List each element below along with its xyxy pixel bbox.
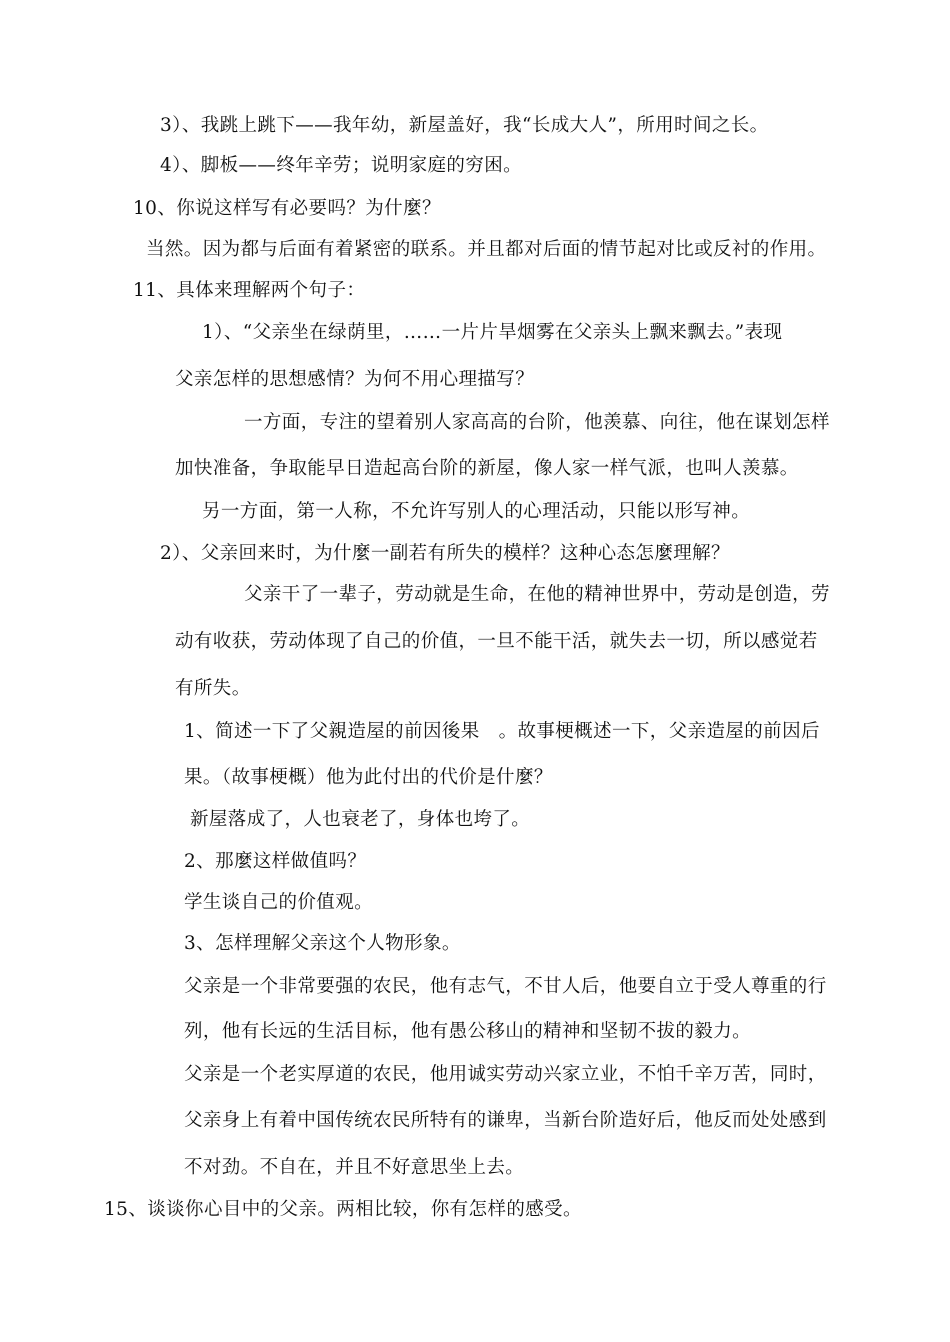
text-line: 动有收获，劳动体现了自己的价值，一旦不能干活，就失去一切，所以感觉若 <box>175 631 818 652</box>
text-line: 3、怎样理解父亲这个人物形象。 <box>184 933 461 954</box>
text-line: 4）、脚板——终年辛劳；说明家庭的穷困。 <box>160 155 523 176</box>
question-15: 15、谈谈你心目中的父亲。两相比较，你有怎样的感受。 <box>104 1199 582 1220</box>
text-line: 加快准备，争取能早日造起高台阶的新屋，像人家一样气派，也叫人羡慕。 <box>175 458 799 479</box>
text-line: 父亲身上有着中国传统农民所特有的谦卑，当新台阶造好后，他反而处处感到 <box>184 1110 827 1131</box>
text-line: 果。（故事梗概）他为此付出的代价是什麼？ <box>184 767 553 788</box>
text-line: 父亲怎样的思想感情？为何不用心理描写？ <box>175 369 535 390</box>
text-line: 当然。因为都与后面有着紧密的联系。并且都对后面的情节起对比或反衬的作用。 <box>146 239 827 260</box>
text-line: 2、那麼这样做值吗？ <box>184 851 367 872</box>
text-line: 3）、我跳上跳下——我年幼，新屋盖好，我“长成大人”，所用时间之长。 <box>160 115 769 136</box>
text-line: 列，他有长远的生活目标，他有愚公移山的精神和坚韧不拔的毅力。 <box>184 1021 752 1042</box>
text-line: 一方面，专注的望着别人家高高的台阶，他羡慕、向往，他在谋划怎样 <box>244 412 830 433</box>
text-line: 1）、“父亲坐在绿荫里，……一片片旱烟雾在父亲头上飘来飘去。”表现 <box>202 322 783 343</box>
text-line: 不对劲。不自在，并且不好意思坐上去。 <box>184 1157 525 1178</box>
text-line: 2）、父亲回来时，为什麼一副若有所失的模样？这种心态怎麼理解？ <box>160 543 730 564</box>
question-11: 11、具体来理解两个句子： <box>133 280 366 301</box>
text-line: 1、简述一下了父親造屋的前因後果 。故事梗概述一下，父亲造屋的前因后 <box>184 721 820 742</box>
text-line: 父亲是一个老实厚道的农民，他用诚实劳动兴家立业，不怕千辛万苦，同时， <box>184 1064 827 1085</box>
text-line: 父亲干了一辈子，劳动就是生命，在他的精神世界中，劳动是创造，劳 <box>244 584 830 605</box>
text-line: 另一方面，第一人称，不允许写别人的心理活动，只能以形写神。 <box>202 501 751 522</box>
question-10: 10、你说这样写有必要吗？为什麼？ <box>133 198 441 219</box>
text-line: 学生谈自己的价值观。 <box>184 892 374 913</box>
text-line: 父亲是一个非常要强的农民，他有志气，不甘人后，他要自立于受人尊重的行 <box>184 976 827 997</box>
text-line: 新屋落成了，人也衰老了，身体也垮了。 <box>190 809 531 830</box>
text-line: 有所失。 <box>175 678 251 699</box>
